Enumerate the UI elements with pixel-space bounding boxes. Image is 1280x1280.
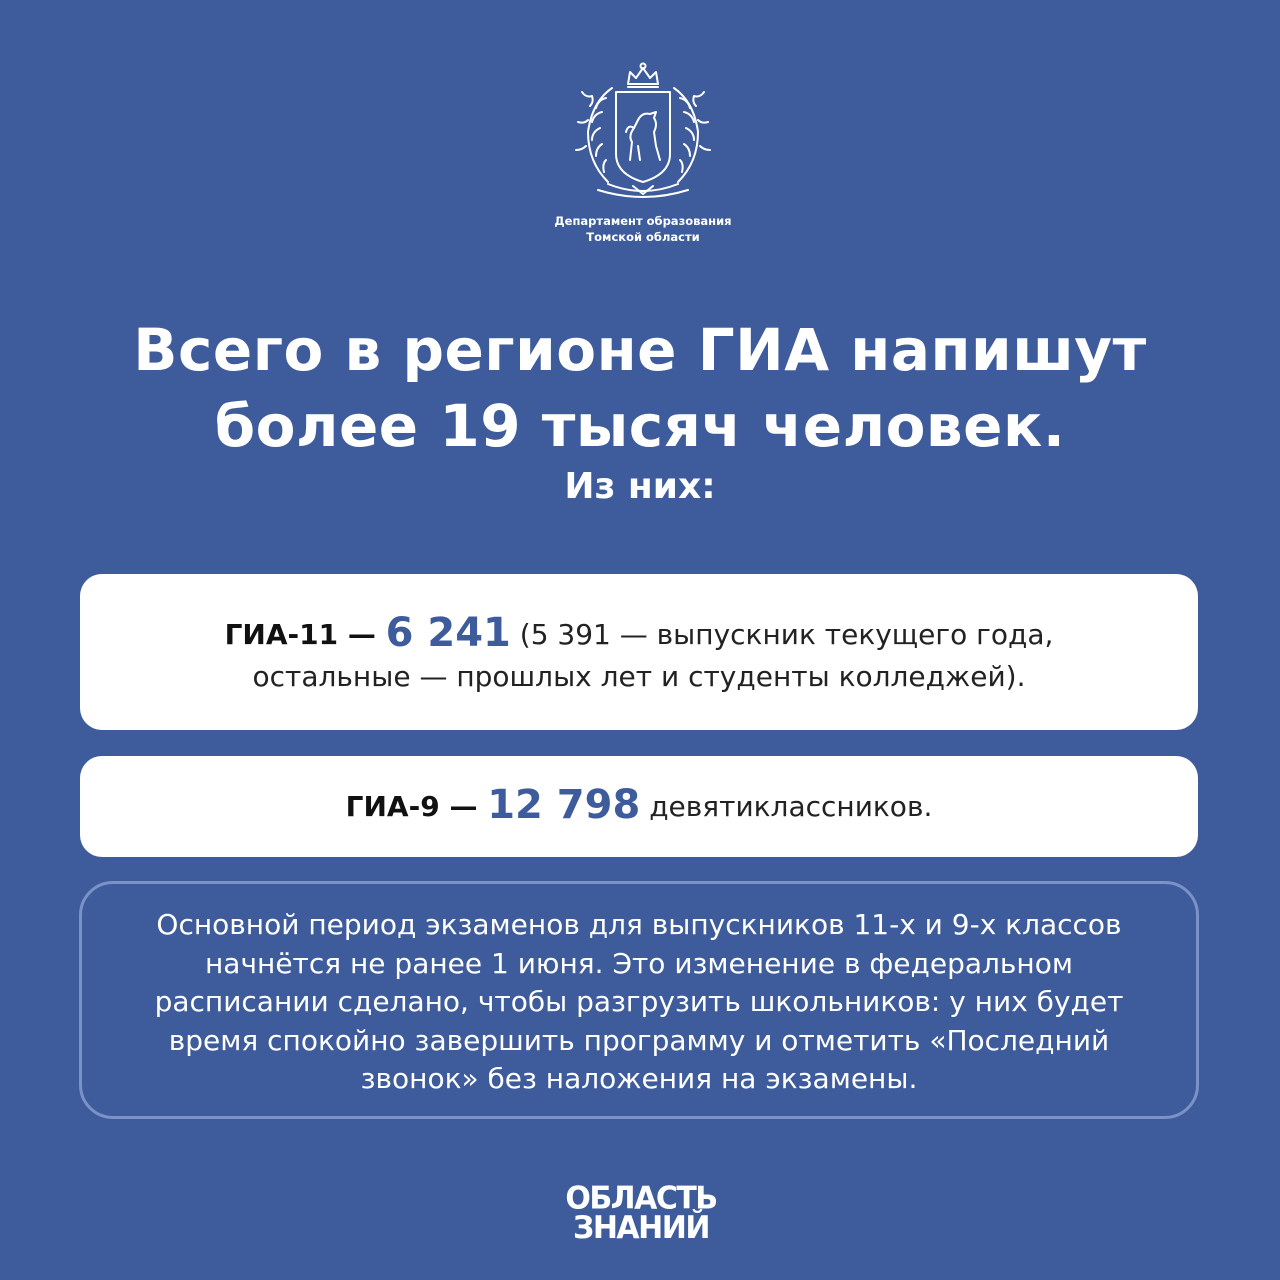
page-title-line-2: более 19 тысяч человек. (214, 392, 1066, 460)
info-line: звонок» без наложения на экзамены. (360, 1062, 918, 1095)
gia11-value: 6 241 (385, 610, 511, 656)
gia11-card (80, 574, 1198, 730)
logo-line-1: ОБЛАСТЬ (565, 1180, 717, 1218)
logo-line-2: ЗНАНИЙ (573, 1209, 709, 1247)
gia9-detail: девятиклассников. (640, 790, 933, 823)
gia9-line (80, 784, 1198, 828)
gia11-detail-1: (5 391 — выпускник текущего года, (510, 618, 1054, 651)
tomsk-coat-of-arms-icon (568, 62, 718, 202)
info-line: Основной период экзаменов для выпускников 11-х и 9-х классов (156, 908, 1122, 941)
gia11-line-2 (80, 656, 1198, 698)
gia11-detail-2: остальные — прошлых лет и студенты колледжей). (252, 660, 1026, 693)
info-line: начнётся не ранее 1 июня. Это изменение в федеральном (205, 946, 1073, 980)
info-line: время спокойно завершить программу и отметить «Последний (168, 1023, 1110, 1057)
exam-period-info (79, 881, 1199, 1119)
page-subtitle: Из них: (564, 466, 716, 507)
page-title (80, 312, 1200, 464)
gia9-card (80, 756, 1198, 857)
department-line-1: Департамент образования (554, 214, 732, 228)
department-line-2: Томской области (586, 230, 700, 244)
gia9-label: ГИА-9 — (345, 790, 488, 823)
gia11-label: ГИА-11 — (224, 618, 386, 651)
department-name (540, 213, 746, 245)
gia9-value: 12 798 (487, 782, 641, 828)
info-line: расписании сделано, чтобы разгрузить школьников: у них будет (154, 985, 1124, 1018)
page-title-line-1: Всего в регионе ГИА напишут (133, 316, 1147, 384)
oblast-znaniy-logo (548, 1180, 734, 1247)
gia11-line-1 (80, 612, 1198, 656)
